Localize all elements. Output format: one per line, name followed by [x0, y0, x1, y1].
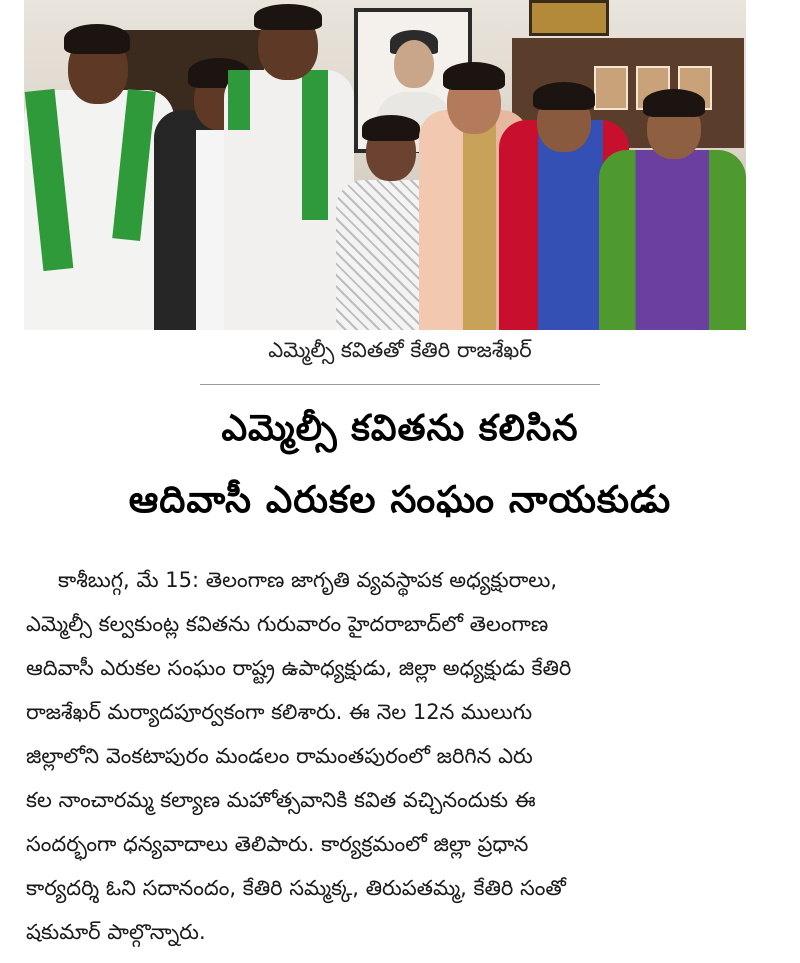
- article-line: ఆదివాసీ ఎరుకల సంఘం రాష్ట్ర ఉపాధ్యక్షుడు, జిల్లా అధ్యక్షుడు కేతిరి: [26, 656, 572, 680]
- news-photo: [24, 0, 746, 330]
- article-line: కాశీబుగ్గ, మే 15: తెలంగాణ జాగృతి వ్యవస్థాపక అధ్యక్షురాలు,: [58, 568, 558, 592]
- article-line: కార్యదర్శి ఓని సదానందం, కేతిరి సమ్మక్క, తిరుపతమ్మ, కేతిరి సంతో: [26, 876, 566, 900]
- headline-line-1: ఎమ్మెల్సీ కవితను కలిసిన: [221, 408, 579, 449]
- photo-caption: ఎమ్మెల్సీ కవితతో కేతిరి రాజశేఖర్: [268, 338, 532, 362]
- person-man-back: [224, 0, 354, 330]
- person-woman-green: [599, 85, 746, 330]
- headline-line-2: ఆదివాసీ ఎరుకల సంఘం నాయకుడు: [128, 478, 672, 521]
- person-man-left: [24, 20, 174, 330]
- article-line: సందర్భంగా ధన్యవాదాలు తెలిపారు. కార్యక్రమంలో జిల్లా ప్రధాన: [26, 832, 529, 856]
- article-line: జిల్లాలోని వెంకటాపురం మండలం రామంతపురంలో జరిగిన ఎరు: [26, 744, 533, 768]
- article-line: కల నాంచారమ్మ కల్యాణ మహోత్సవానికి కవిత వచ్చినందుకు ఈ: [26, 788, 536, 812]
- award-frame: [529, 0, 609, 36]
- article-line: షకుమార్ పాల్గొన్నారు.: [26, 920, 206, 944]
- article-line: ఎమ్మెల్సీ కల్వకుంట్ల కవితను గురువారం హైదరాబాద్‌లో తెలంగాణ: [26, 612, 549, 636]
- article-line: రాజశేఖర్ మర్యాదపూర్వకంగా కలిశారు. ఈ నెల 12న ములుగు: [26, 700, 533, 724]
- article-body: [26, 558, 778, 954]
- caption-divider: [200, 384, 600, 385]
